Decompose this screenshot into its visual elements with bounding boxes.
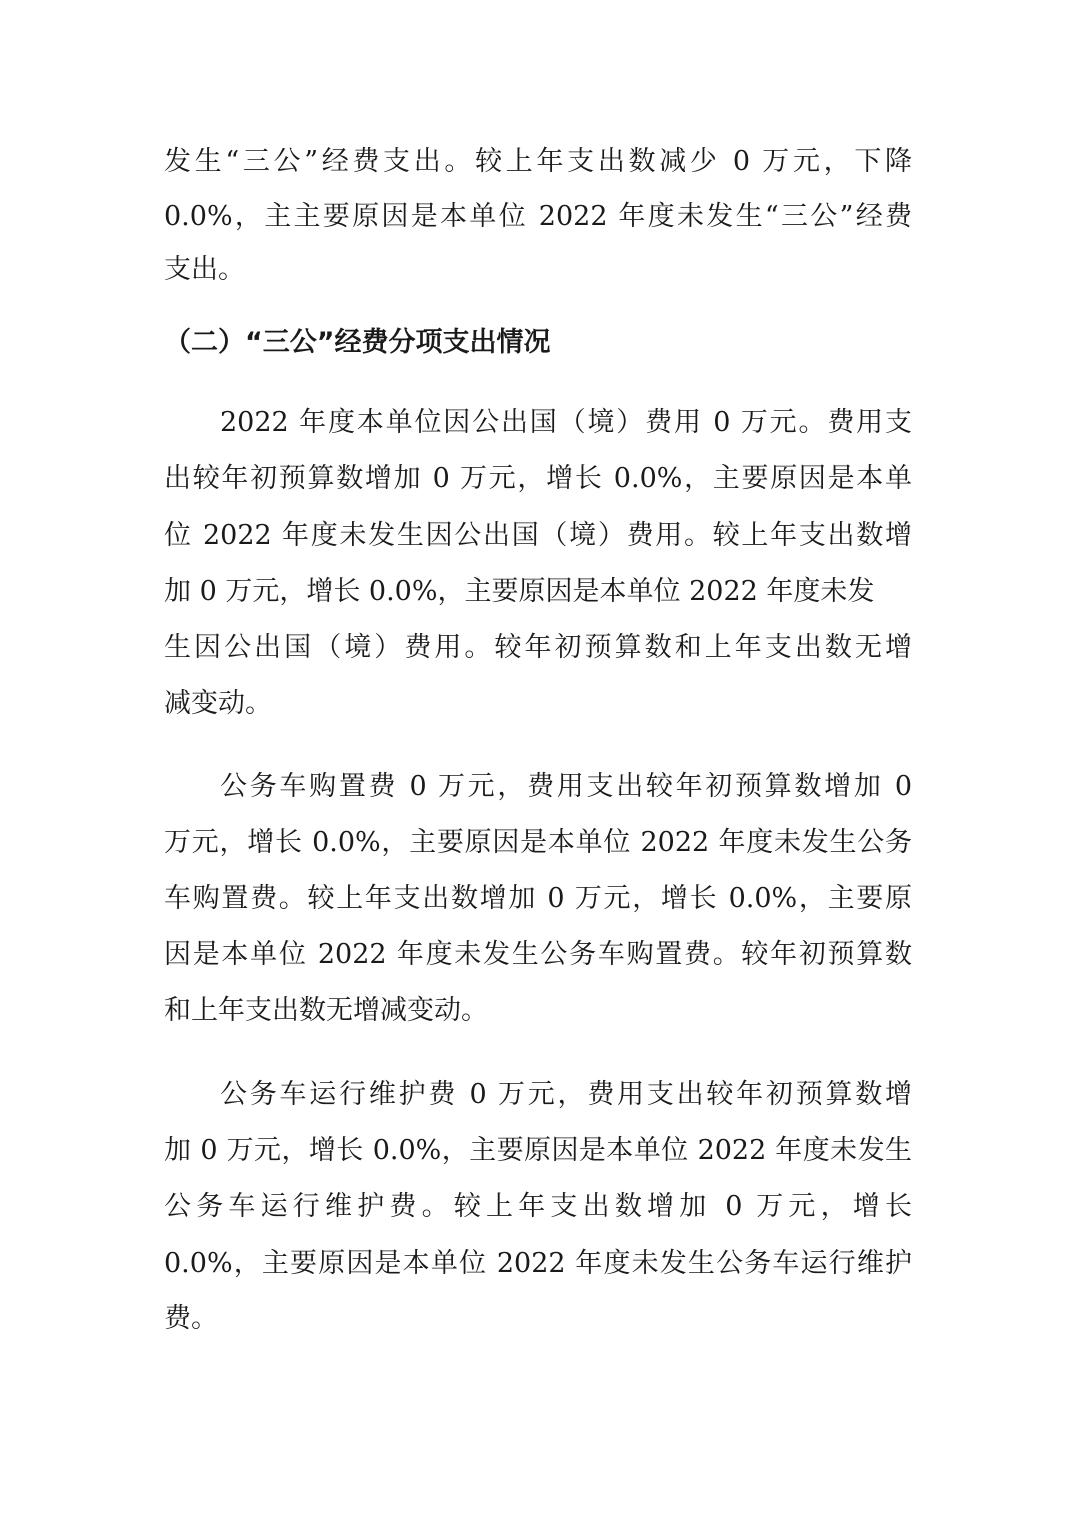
paragraph-3-line-4: 因是本单位 2022 年度未发生公务车购置费。较年初预算数 [164, 939, 912, 970]
paragraph-3-line-1: 公务车购置费 0 万元，费用支出较年初预算数增加 0 [220, 771, 912, 802]
paragraph-3-line-5: 和上年支出数无增减变动。 [164, 995, 488, 1026]
paragraph-2-line-1: 2022 年度本单位因公出国（境）费用 0 万元。费用支 [220, 407, 912, 438]
paragraph-1-line-3: 支出。 [164, 254, 245, 285]
paragraph-4-line-3: 公务车运行维护费。较上年支出数增加 0 万元，增长 [164, 1191, 912, 1222]
paragraph-1-line-2: 0.0%，主主要原因是本单位 2022 年度未发生“三公”经费 [164, 201, 912, 232]
paragraph-2-line-6: 减变动。 [164, 688, 272, 719]
paragraph-1-line-1: 发生“三公”经费支出。较上年支出数减少 0 万元，下降 [164, 146, 912, 177]
paragraph-4-line-1: 公务车运行维护费 0 万元，费用支出较年初预算数增 [220, 1079, 912, 1110]
paragraph-2-line-4: 加 0 万元，增长 0.0%，主要原因是本单位 2022 年度未发 [164, 576, 875, 607]
paragraph-2-line-2: 出较年初预算数增加 0 万元，增长 0.0%，主要原因是本单 [164, 463, 912, 494]
paragraph-3-line-2: 万元，增长 0.0%，主要原因是本单位 2022 年度未发生公务 [164, 827, 912, 858]
section-heading: （二）“三公”经费分项支出情况 [164, 327, 551, 358]
paragraph-3-line-3: 车购置费。较上年支出数增加 0 万元，增长 0.0%，主要原 [164, 883, 912, 914]
paragraph-4-line-2: 加 0 万元，增长 0.0%，主要原因是本单位 2022 年度未发生 [164, 1135, 912, 1166]
paragraph-2-line-3: 位 2022 年度未发生因公出国（境）费用。较上年支出数增 [164, 520, 912, 551]
paragraph-2-line-5: 生因公出国（境）费用。较年初预算数和上年支出数无增 [164, 632, 912, 663]
paragraph-4-line-4: 0.0%，主要原因是本单位 2022 年度未发生公务车运行维护 [164, 1248, 912, 1279]
paragraph-4-line-5: 费。 [164, 1303, 218, 1334]
